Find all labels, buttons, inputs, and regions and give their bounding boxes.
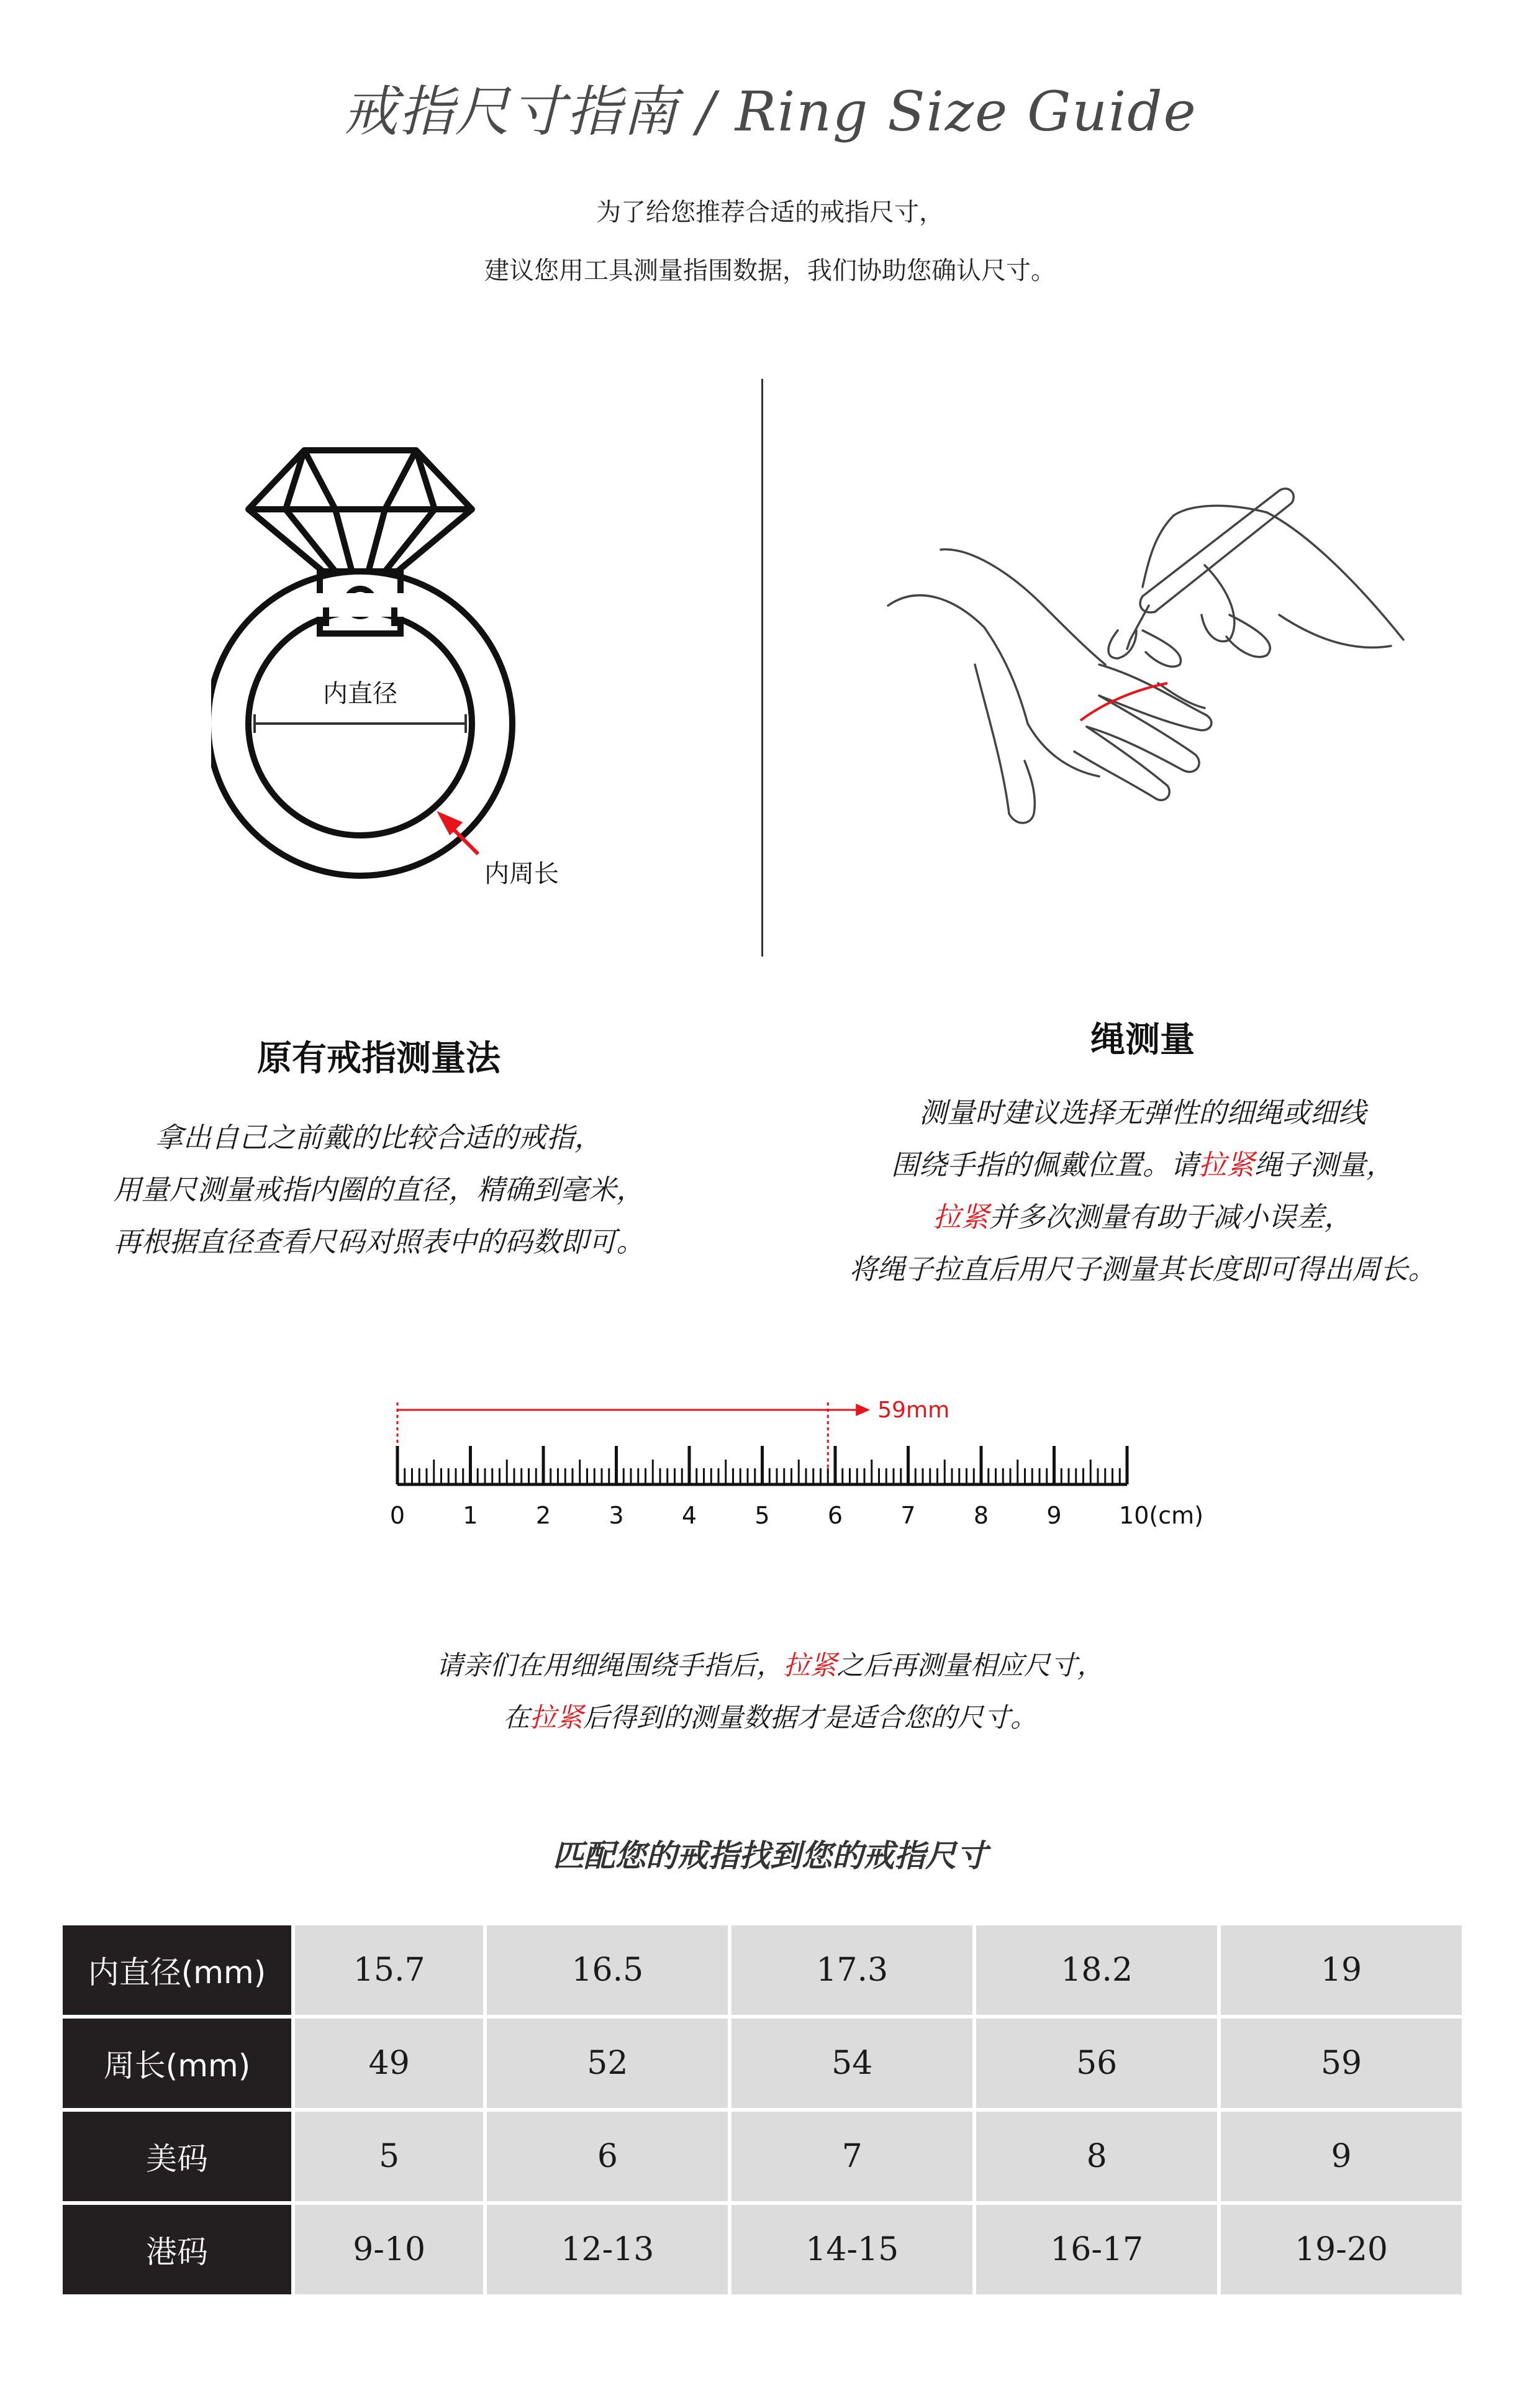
intro-line-2: 建议您用工具测量指围数据，我们协助您确认尺寸。 xyxy=(484,257,1056,285)
table-row xyxy=(63,2205,1462,2294)
table-cell: 19 xyxy=(1221,1925,1462,2015)
note-line-1 xyxy=(0,1640,1540,1692)
rope-text-2b: 绳子测量， xyxy=(1254,1148,1395,1181)
ruler-tick-label: 5 xyxy=(754,1502,770,1529)
table-cell: 9 xyxy=(1221,2112,1462,2201)
table-cell: 8 xyxy=(976,2112,1217,2201)
ring-size-table xyxy=(59,1922,1465,2298)
hand-measuring-illustration xyxy=(882,478,1428,838)
method-rope-line-1: 测量时建议选择无弹性的细绳或细线 xyxy=(918,1096,1366,1129)
method-rope-line-3 xyxy=(795,1191,1490,1243)
rope-text-2a: 围绕手指的佩戴位置。请 xyxy=(890,1148,1198,1181)
method-rope-heading: 绳测量 xyxy=(1090,1020,1195,1060)
row-header: 美码 xyxy=(63,2112,291,2201)
ruler-tick-label: 4 xyxy=(681,1502,697,1529)
ruler-ticks xyxy=(397,1446,1127,1484)
table-cell: 9-10 xyxy=(295,2205,483,2294)
note-text-1a: 请亲们在用细绳围绕手指后， xyxy=(436,1650,784,1681)
note-line-2 xyxy=(0,1692,1540,1744)
table-cell: 14-15 xyxy=(732,2205,972,2294)
table-cell: 19-20 xyxy=(1221,2205,1462,2294)
ruler-tick-label: 0 xyxy=(389,1502,405,1529)
table-cell: 54 xyxy=(732,2019,972,2108)
method-ring-text xyxy=(37,1112,720,1268)
rope-note xyxy=(0,1640,1540,1744)
column-divider xyxy=(761,379,763,956)
row-header: 周长(mm) xyxy=(63,2019,291,2108)
note-emphasis-2: 拉紧 xyxy=(530,1702,583,1733)
method-ring-line-3: 再根据直径查看尺码对照表中的码数即可。 xyxy=(113,1225,645,1258)
table-cell: 7 xyxy=(732,2112,972,2201)
table-title: 匹配您的戒指找到您的戒指尺寸 xyxy=(553,1838,987,1874)
table-cell: 49 xyxy=(295,2019,483,2108)
table-cell: 56 xyxy=(976,2019,1217,2108)
table-row xyxy=(63,2112,1462,2201)
ruler-tick-label: 6 xyxy=(827,1502,843,1529)
rope-emphasis-1: 拉紧 xyxy=(1198,1148,1254,1181)
ruler-tick-label: 10(cm) xyxy=(1119,1502,1203,1529)
table-cell: 15.7 xyxy=(295,1925,483,2015)
method-ring-line-1: 拿出自己之前戴的比较合适的戒指， xyxy=(155,1121,602,1154)
method-rope-line-4: 将绳子拉直后用尺子测量其长度即可得出周长。 xyxy=(849,1253,1436,1286)
inner-diameter-line xyxy=(255,714,466,733)
note-emphasis-1: 拉紧 xyxy=(783,1650,837,1681)
note-text-1b: 之后再测量相应尺寸， xyxy=(836,1650,1104,1681)
table-cell: 16-17 xyxy=(976,2205,1217,2294)
table-cell: 52 xyxy=(487,2019,728,2108)
measuring-rope xyxy=(1080,683,1167,720)
rope-emphasis-2: 拉紧 xyxy=(933,1201,989,1233)
note-text-2a: 在 xyxy=(503,1702,530,1733)
table-cell: 12-13 xyxy=(487,2205,728,2294)
page-title: 戒指尺寸指南 / Ring Size Guide xyxy=(343,80,1197,143)
ring-diagram xyxy=(211,447,596,919)
table-cell: 18.2 xyxy=(976,1925,1217,2015)
ruler-marker-label: 59mm xyxy=(877,1397,950,1423)
method-ring-line-2: 用量尺测量戒指内圈的直径，精确到毫米， xyxy=(113,1173,645,1206)
rope-text-3b: 并多次测量有助于减小误差， xyxy=(989,1201,1352,1233)
ruler-tick-label: 1 xyxy=(463,1502,478,1529)
table-row xyxy=(63,2019,1462,2108)
ruler-tick-label: 3 xyxy=(609,1502,624,1529)
method-rope-text xyxy=(795,1087,1490,1296)
ruler-tick-label: 9 xyxy=(1046,1502,1062,1529)
row-header: 港码 xyxy=(63,2205,291,2294)
intro-line-1: 为了给您推荐合适的戒指尺寸， xyxy=(596,198,944,227)
table-cell: 17.3 xyxy=(732,1925,972,2015)
ruler-tick-label: 8 xyxy=(973,1502,989,1529)
method-ring-heading: 原有戒指测量法 xyxy=(257,1038,500,1079)
table-cell: 6 xyxy=(487,2112,728,2201)
note-text-2b: 后得到的测量数据才是适合您的尺寸。 xyxy=(583,1702,1037,1733)
marker-arrowhead xyxy=(856,1404,870,1416)
inner-diameter-label: 内直径 xyxy=(323,679,397,708)
row-header: 内直径(mm) xyxy=(63,1925,291,2015)
ruler-tick-label: 2 xyxy=(535,1502,551,1529)
table-cell: 59 xyxy=(1221,2019,1462,2108)
ruler-tick-label: 7 xyxy=(900,1502,916,1529)
table-row xyxy=(63,1925,1462,2015)
inner-circumference-label: 内周长 xyxy=(484,860,559,888)
method-rope-line-2 xyxy=(795,1139,1490,1191)
ruler xyxy=(373,1391,1180,1503)
table-cell: 16.5 xyxy=(487,1925,728,2015)
table-cell: 5 xyxy=(295,2112,483,2201)
